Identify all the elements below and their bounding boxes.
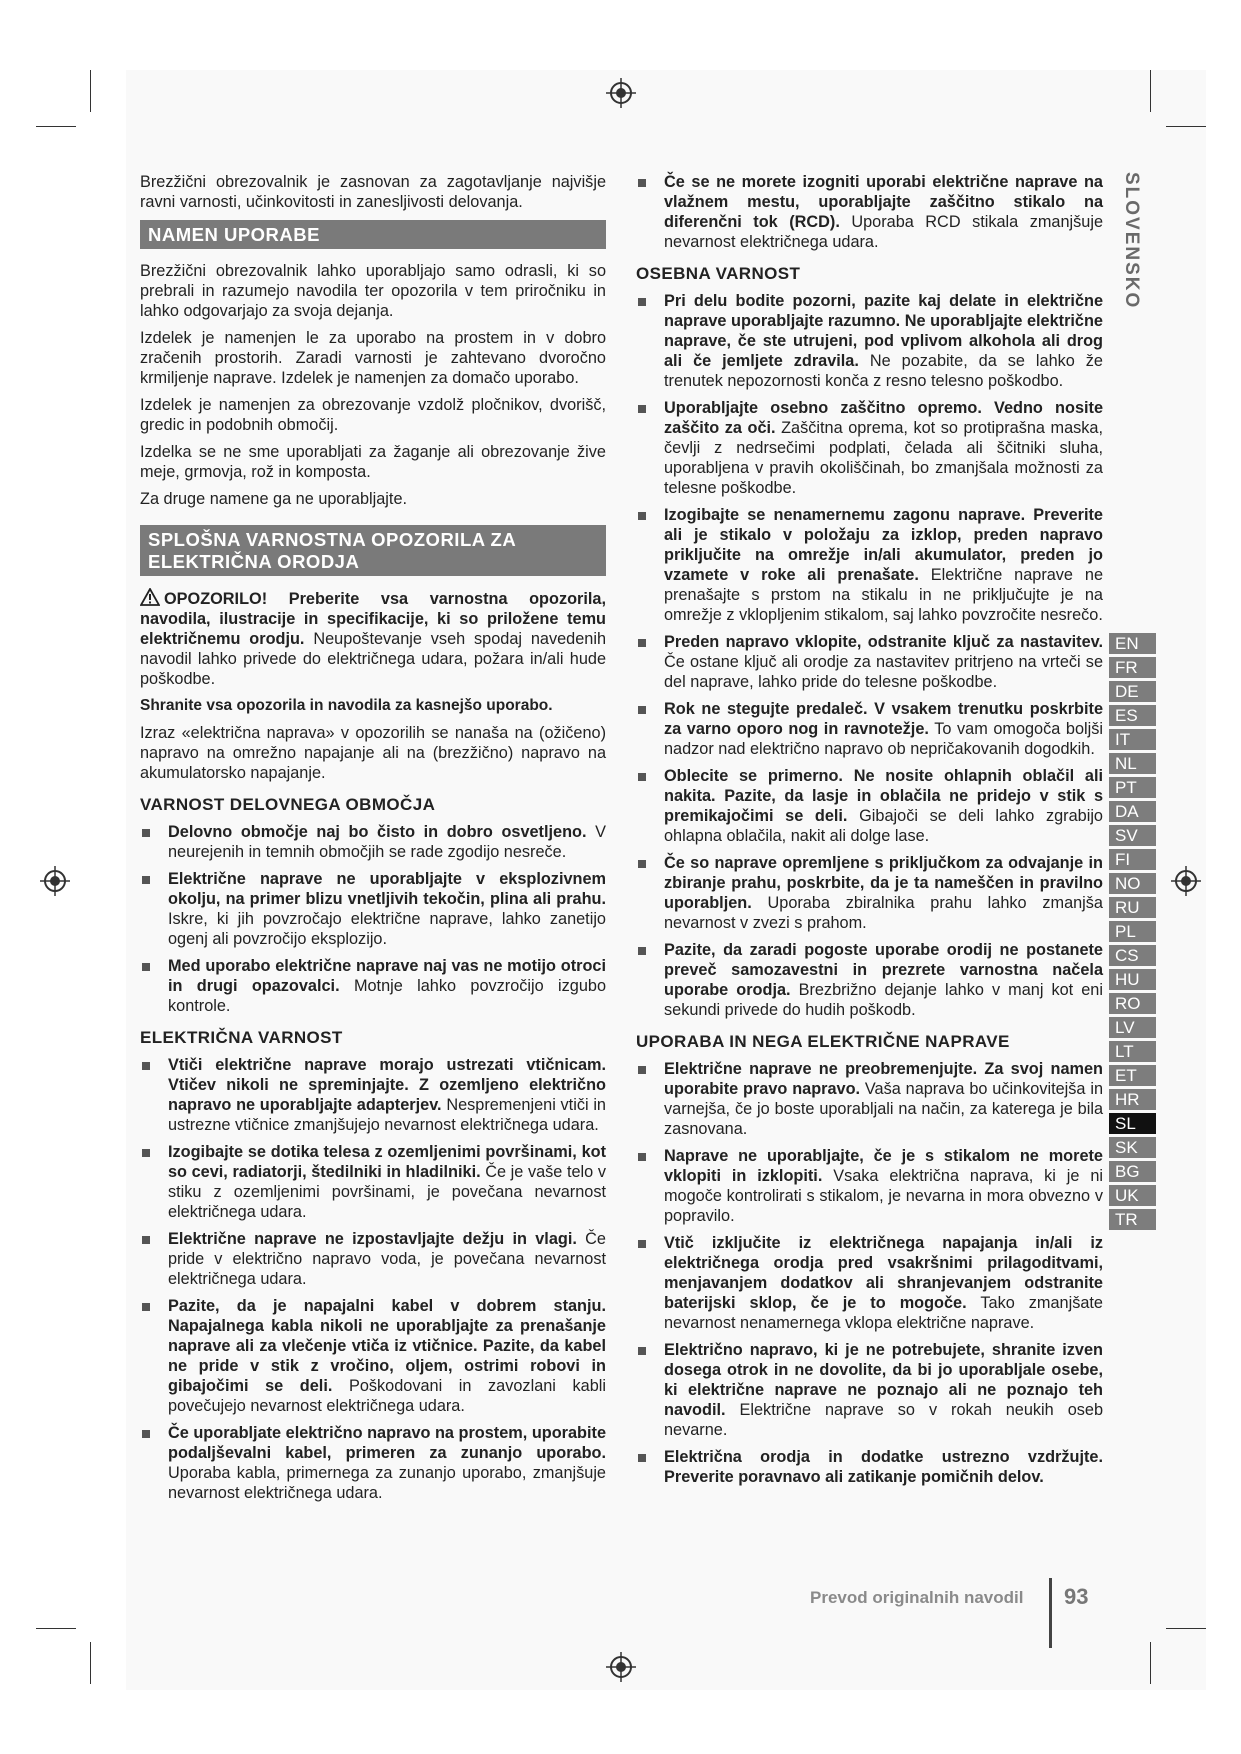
crop-mark bbox=[36, 126, 76, 127]
warning-triangle-icon bbox=[140, 588, 160, 606]
rcd-list bbox=[636, 172, 1103, 252]
paragraph: Izraz «električna naprava» v opozorilih se nanaša na (ožičeno) napravo na omrežno napajanje ali na (brezžično) napravo na akumulatorsko napajanje. bbox=[140, 724, 606, 782]
subheading-work-area: VARNOST DELOVNEGA OBMOČJA bbox=[140, 795, 436, 814]
keep-instructions-note: Shranite vsa opozorila in navodila za kasnejšo uporabo. bbox=[140, 697, 553, 714]
list-item: Izogibajte se nenamernemu zagonu naprave. Preverite ali je stikalo v položaju za izklop, preden napravo priključite na omrežje in/ali akumulator, preden jo vzamete v roke ali prenašate. Električne naprave ne prenašajte s prstom na stikalu in ne priključujte je na omrežje z vklopljenim stikalom, saj lahko povzročite nesrečo. bbox=[636, 505, 1103, 625]
list-item: Rok ne stegujte predaleč. V vsakem trenutku poskrbite za varno oporo nog in ravnotežje. To vam omogoča boljši nadzor nad električno napravo ob nepričakovanih dogodkih. bbox=[636, 699, 1103, 759]
language-side-title: SLOVENSKO bbox=[1121, 172, 1142, 310]
language-tab-et[interactable]: ET bbox=[1109, 1065, 1156, 1086]
list-item: Pri delu bodite pozorni, pazite kaj delate in električne naprave uporabljajte razumno. Ne uporabljajte električne naprave, če ste utrujeni, pod vplivom alkohola ali drog ali če jemljete zdravila. Ne pozabite, da se lahko že trenutek nepozornosti konča z resno telesno poškodbo. bbox=[636, 291, 1103, 391]
footer-divider bbox=[1049, 1578, 1052, 1648]
list-item: Električne naprave ne izpostavljajte dežju in vlagi. Če pride v električno napravo voda, je povečana nevarnost električnega udara. bbox=[140, 1229, 606, 1289]
language-tabs bbox=[1109, 633, 1156, 1233]
language-tab-ro[interactable]: RO bbox=[1109, 993, 1156, 1014]
list-item: Če uporabljate električno napravo na prostem, uporabite podaljševalni kabel, primeren za zunanjo uporabo. Uporaba kabla, primernega za zunanjo uporabo, zmanjšuje nevarnost električnega udara. bbox=[140, 1423, 606, 1503]
list-item: Vtiči električne naprave morajo ustrezati vtičnicam. Vtičev nikoli ne spreminjajte. Z ozemljeno električno napravo ne uporabljajte adapterjev. Nespremenjeni vtiči in ustrezne vtičnice zmanjšujejo nevarnost električnega udara. bbox=[140, 1055, 606, 1135]
language-tab-ru[interactable]: RU bbox=[1109, 897, 1156, 918]
list-item: Če so naprave opremljene s priključkom za odvajanje in zbiranje prahu, poskrbite, da je ta nameščen in pravilno uporabljen. Uporaba zbiralnika prahu lahko zmanjša nevarnost v zvezi s prahom. bbox=[636, 853, 1103, 933]
crop-mark bbox=[1166, 126, 1206, 127]
list-item: Med uporabo električne naprave naj vas ne motijo otroci in drugi opazovalci. Motnje lahko povzročijo izgubo kontrole. bbox=[140, 956, 606, 1016]
left-column bbox=[140, 172, 606, 1510]
warning-bold: OPOZORILO! Preberite vsa varnostna opozorila, navodila, ilustracije in specifikacije, ki so priložene temu električnemu orodju. bbox=[140, 590, 606, 648]
language-tab-it[interactable]: IT bbox=[1109, 729, 1156, 750]
work-area-list bbox=[140, 822, 606, 1016]
language-tab-nl[interactable]: NL bbox=[1109, 753, 1156, 774]
language-tab-sv[interactable]: SV bbox=[1109, 825, 1156, 846]
list-item: Vtič izključite iz električnega napajanja in/ali iz električnega orodja pred vsakršnimi prilagoditvami, menjavanjem dodatkov ali shranjevanjem odstranite baterijski sklop, če je to mogoče. Tako zmanjšate nevarnost nenamernega vklopa električne naprave. bbox=[636, 1233, 1103, 1333]
language-tab-lt[interactable]: LT bbox=[1109, 1041, 1156, 1062]
language-tab-no[interactable]: NO bbox=[1109, 873, 1156, 894]
subheading-electrical-safety: ELEKTRIČNA VARNOST bbox=[140, 1028, 343, 1047]
language-tab-de[interactable]: DE bbox=[1109, 681, 1156, 702]
paragraph: Brezžični obrezovalnik lahko uporabljajo samo odrasli, ki so prebrali in razumejo navodila ter opozorila v tem priročniku in lahko odgovarjajo za svoja dejanja. bbox=[140, 262, 606, 320]
list-item: Pazite, da je napajalni kabel v dobrem stanju. Napajalnega kabla nikoli ne uporabljajte za prenašanje naprave ali za vlečenje vtiča iz vtičnice. Pazite, da kabel ne pride v stik z vročino, oljem, ostrimi robovi in gibajočimi se deli. Poškodovani in zavozlani kabli povečujejo nevarnost električnega udara. bbox=[140, 1296, 606, 1416]
list-item: Naprave ne uporabljajte, če je s stikalom ne morete vklopiti in izklopiti. Vsaka električna naprava, ki je ni mogoče kontrolirati s stikalom, je nevarna in mora obvezno v popravilo. bbox=[636, 1146, 1103, 1226]
registration-mark-icon bbox=[40, 866, 70, 896]
language-tab-es[interactable]: ES bbox=[1109, 705, 1156, 726]
crop-mark bbox=[1166, 1628, 1206, 1629]
language-tab-tr[interactable]: TR bbox=[1109, 1209, 1156, 1230]
subheading-personal-safety: OSEBNA VARNOST bbox=[636, 264, 801, 283]
personal-safety-list bbox=[636, 291, 1103, 1020]
language-tab-pt[interactable]: PT bbox=[1109, 777, 1156, 798]
crop-mark bbox=[90, 70, 91, 112]
subheading-use-and-care: UPORABA IN NEGA ELEKTRIČNE NAPRAVE bbox=[636, 1032, 1010, 1051]
registration-mark-icon bbox=[1171, 866, 1201, 896]
section-title-intended-use: NAMEN UPORABE bbox=[140, 220, 606, 249]
list-item: Izogibajte se dotika telesa z ozemljenimi površinami, kot so cevi, radiatorji, štedilniki in hladilniki. Če je vaše telo v stiku z ozemljenimi površinami, je povečana nevarnost električnega udara. bbox=[140, 1142, 606, 1222]
page-number: 93 bbox=[1064, 1584, 1089, 1609]
warning-paragraph bbox=[140, 588, 606, 689]
footer-label: Prevod originalnih navodil bbox=[810, 1588, 1024, 1607]
registration-mark-icon bbox=[606, 1652, 636, 1682]
list-item: Električne naprave ne preobremenjujte. Za svoj namen uporabite pravo napravo. Vaša naprava bo učinkovitejša in varnejša, če jo boste uporabljali na način, za katerega je bila zasnovana. bbox=[636, 1059, 1103, 1139]
language-tab-sl[interactable]: SL bbox=[1109, 1113, 1156, 1134]
crop-mark bbox=[36, 1628, 76, 1629]
language-tab-fi[interactable]: FI bbox=[1109, 849, 1156, 870]
language-tab-hr[interactable]: HR bbox=[1109, 1089, 1156, 1110]
language-tab-pl[interactable]: PL bbox=[1109, 921, 1156, 942]
language-tab-da[interactable]: DA bbox=[1109, 801, 1156, 822]
language-tab-hu[interactable]: HU bbox=[1109, 969, 1156, 990]
list-item: Preden napravo vklopite, odstranite ključ za nastavitev. Če ostane ključ ali orodje za nastavitev pritrjeno na vrteči se del naprave, lahko pride do telesne poškodbe. bbox=[636, 632, 1103, 692]
paragraph: Izdelek je namenjen za obrezovanje vzdolž pločnikov, dvorišč, gredic in podobnih območij. bbox=[140, 396, 606, 434]
list-item: Električno napravo, ki je ne potrebujete, shranite izven dosega otrok in ne dovolite, da bi jo uporabljale osebe, ki električne naprave ne poznajo ali ne poznajo teh navodil. Električne naprave so v rokah neukih oseb nevarne. bbox=[636, 1340, 1103, 1440]
language-tab-en[interactable]: EN bbox=[1109, 633, 1156, 654]
list-item: Če se ne morete izogniti uporabi električne naprave na vlažnem mestu, uporabljajte zaščitno stikalo na diferenčni tok (RCD). Uporaba RCD stikala zmanjšuje nevarnost električnega udara. bbox=[636, 172, 1103, 252]
right-column bbox=[636, 172, 1103, 1494]
paragraph: Izdelka se ne sme uporabljati za žaganje ali obrezovanje žive meje, grmovja, rož in komposta. bbox=[140, 443, 606, 481]
list-item: Uporabljajte osebno zaščitno opremo. Vedno nosite zaščito za oči. Zaščitna oprema, kot so protiprašna maska, čevlji z nedrsečimi podplati, čelada ali ščitniki sluha, uporabljena v pravih okoliščinah, bo zmanjšala možnosti za telesne poškodbe. bbox=[636, 398, 1103, 498]
language-tab-cs[interactable]: CS bbox=[1109, 945, 1156, 966]
language-tab-uk[interactable]: UK bbox=[1109, 1185, 1156, 1206]
list-item: Električne naprave ne uporabljajte v eksplozivnem okolju, na primer blizu vnetljivih tekočin, plina ali prahu. Iskre, ki jih povzročajo električne naprave, lahko zanetijo ogenj ali povzročijo eksplozijo. bbox=[140, 869, 606, 949]
list-item: Električna orodja in dodatke ustrezno vzdržujte. Preverite poravnavo ali zatikanje pomičnih delov. bbox=[636, 1447, 1103, 1487]
use-and-care-list bbox=[636, 1059, 1103, 1487]
registration-mark-icon bbox=[606, 78, 636, 108]
list-item: Oblecite se primerno. Ne nosite ohlapnih oblačil ali nakita. Pazite, da lasje in oblačila ne pridejo v stik s premikajočimi se deli. Gibajoči se deli lahko zgrabijo ohlapna oblačila, nakit ali dolge lase. bbox=[636, 766, 1103, 846]
language-tab-bg[interactable]: BG bbox=[1109, 1161, 1156, 1182]
language-tab-fr[interactable]: FR bbox=[1109, 657, 1156, 678]
language-tab-sk[interactable]: SK bbox=[1109, 1137, 1156, 1158]
crop-mark bbox=[1150, 70, 1151, 112]
crop-mark bbox=[90, 1642, 91, 1684]
crop-mark bbox=[1150, 1642, 1151, 1684]
list-item: Delovno območje naj bo čisto in dobro osvetljeno. V neurejenih in temnih območjih se rade zgodijo nesreče. bbox=[140, 822, 606, 862]
list-item: Pazite, da zaradi pogoste uporabe orodij ne postanete preveč samozavestni in prezrete varnostna načela uporabe orodja. Brezbrižno dejanje lahko v manj kot eni sekundi privede do hudih poškodb. bbox=[636, 940, 1103, 1020]
language-tab-lv[interactable]: LV bbox=[1109, 1017, 1156, 1038]
electrical-safety-list bbox=[140, 1055, 606, 1503]
paragraph: Izdelek je namenjen le za uporabo na prostem in v dobro zračenih prostorih. Zaradi varnosti je zahtevano dvoročno krmiljenje naprave. Izdelek je namenjen za domačo uporabo. bbox=[140, 329, 606, 387]
section-title-general-safety: SPLOŠNA VARNOSTNA OPOZORILA ZA ELEKTRIČNA ORODJA bbox=[140, 525, 606, 576]
intro-paragraph: Brezžični obrezovalnik je zasnovan za zagotavljanje najvišje ravni varnosti, učinkovitosti in zanesljivosti delovanja. bbox=[140, 173, 606, 211]
paragraph: Za druge namene ga ne uporabljajte. bbox=[140, 490, 408, 508]
warning-text: Neupoštevanje vseh spodaj navedenih navodil lahko privede do električnega udara, požara in/ali hude poškodbe. bbox=[140, 630, 607, 688]
